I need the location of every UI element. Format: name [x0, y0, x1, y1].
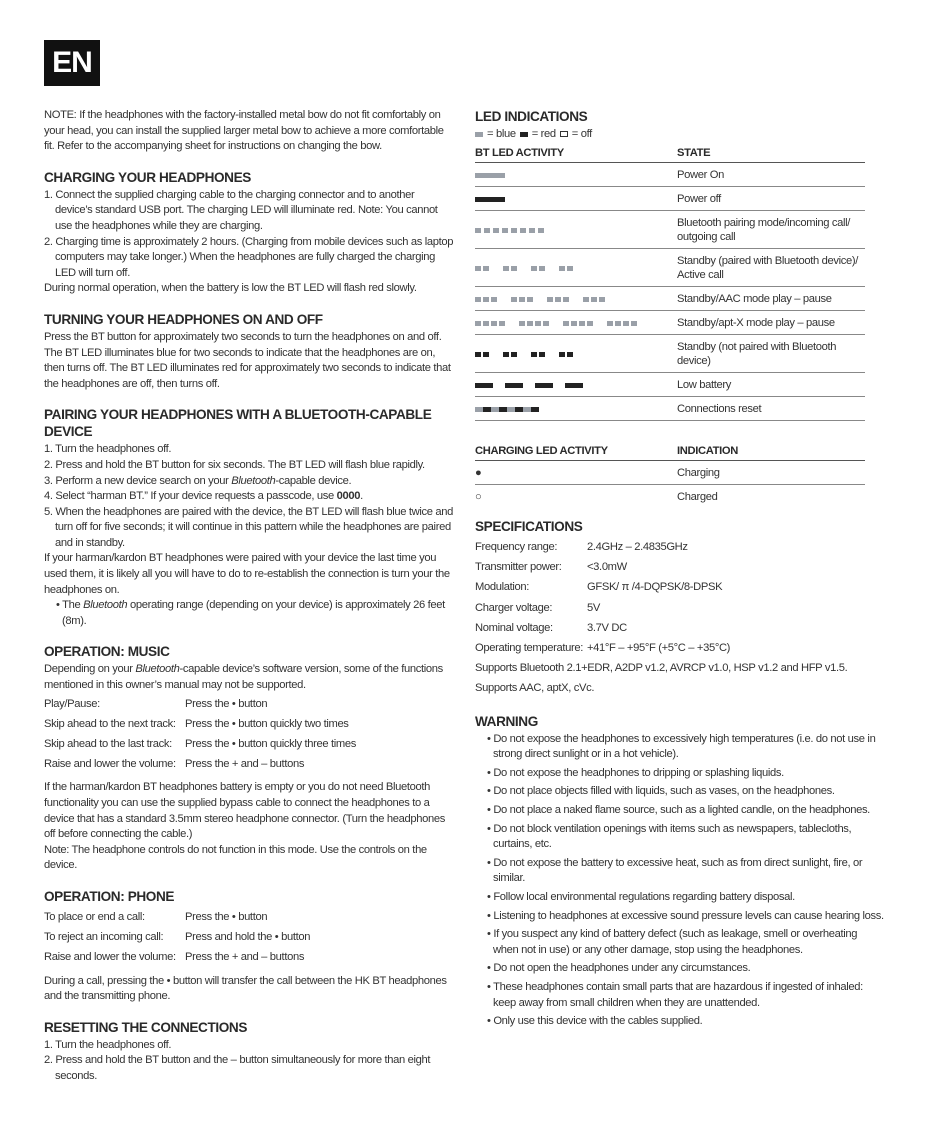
- led-segment: [567, 352, 573, 357]
- phone-row: Raise and lower the volume: Press the + and – buttons: [44, 951, 305, 964]
- music-row: Skip ahead to the last track: Press the • button quickly three times: [44, 738, 356, 751]
- led-segment: [475, 321, 481, 326]
- list-item: • Do not expose the headphones to excessively high temperatures (i.e. do not use in strong direct sunlight or in a hot vehicle).: [487, 732, 876, 761]
- led-segment: [563, 321, 569, 326]
- led-pattern-icon: [475, 194, 677, 204]
- table-row: Standby (paired with Bluetooth device)/ Active call: [475, 249, 865, 287]
- right-column: [475, 108, 885, 1030]
- off-swatch-icon: [560, 131, 568, 137]
- led-segment: [484, 228, 490, 233]
- led-segment: [531, 407, 539, 412]
- led-segment: [502, 228, 508, 233]
- led-segment: [499, 407, 507, 412]
- music-heading: OPERATION: MUSIC: [44, 644, 170, 660]
- led-segment: [615, 321, 621, 326]
- spec-support-1: Supports Bluetooth 2.1+EDR, A2DP v1.2, AVRCP v1.0, HSP v1.2 and HFP v1.5.: [475, 662, 848, 675]
- specs-heading: SPECIFICATIONS: [475, 519, 583, 534]
- spec-row: Charger voltage: 5V: [475, 601, 600, 614]
- table-row: Standby/apt-X mode play – pause: [475, 311, 865, 335]
- led-segment: [491, 321, 497, 326]
- table-row: ○ Charged: [475, 485, 865, 509]
- led-segment: [565, 383, 583, 388]
- led-segment: [507, 407, 515, 412]
- led-segment: [607, 321, 613, 326]
- note-paragraph: NOTE: If the headphones with the factory-installed metal bow do not fit comfortably on your head, you can install the supplied larger metal bow to achieve a more comfortable fit. Refer to the accompanying sheet for instructions on changing the bow.: [44, 109, 444, 153]
- led-segment: [515, 407, 523, 412]
- led-segment: [539, 266, 545, 271]
- pairing-range-bullet: • The Bluetooth operating range (depending on your device) is approximately 26 feet (8m).: [56, 599, 445, 627]
- music-intro: Depending on your Bluetooth-capable device’s software version, some of the functions mentioned in this owner’s manual may not be supported.: [44, 663, 443, 692]
- list-item: • Do not open the headphones under any circumstances.: [487, 962, 751, 975]
- phone-row: To place or end a call: Press the • button: [44, 911, 268, 923]
- phone-transfer-note: During a call, pressing the • button will transfer the call between the HK BT headphones and the transmitting phone.: [44, 974, 447, 1003]
- charging-led-table: [475, 444, 865, 508]
- music-row: Skip ahead to the next track: Press the • button quickly two times: [44, 717, 349, 730]
- led-heading: LED INDICATIONS: [475, 109, 588, 124]
- led-off-icon: ○: [475, 491, 482, 503]
- led-segment: [505, 383, 523, 388]
- led-segment: [535, 321, 541, 326]
- blue-swatch-icon: [475, 132, 483, 137]
- charging-heading: CHARGING YOUR HEADPHONES: [44, 169, 251, 185]
- table-row: Standby (not paired with Bluetooth device): [475, 335, 865, 373]
- led-segment: [587, 321, 593, 326]
- led-legend: = blue = red = off: [475, 127, 885, 141]
- led-segment: [538, 228, 544, 233]
- led-segment: [475, 352, 481, 357]
- pairing-step-5: 5. When the headphones are paired with the device, the BT LED will flash blue twice and turn off for five seconds; it will continue in this pattern while the headphones are paired and in standby.: [44, 505, 454, 549]
- led-segment: [475, 228, 481, 233]
- warning-heading: WARNING: [475, 713, 538, 729]
- led-pattern-icon: [475, 225, 677, 235]
- warning-list: [475, 732, 885, 1030]
- spec-row: Modulation: GFSK/ π /4-DQPSK/8-DPSK: [475, 581, 723, 594]
- led-segment: [535, 383, 553, 388]
- table-row: Standby/AAC mode play – pause: [475, 287, 865, 311]
- spec-support-2: Supports AAC, aptX, cVc.: [475, 682, 595, 695]
- led-segment: [503, 352, 509, 357]
- led-pattern-icon: [475, 263, 677, 273]
- pairing-step-2: 2. Press and hold the BT button for six seconds. The BT LED will flash blue rapidly.: [44, 458, 425, 471]
- pairing-step-1: 1. Turn the headphones off.: [44, 443, 172, 456]
- led-segment: [483, 266, 489, 271]
- led-segment: [511, 228, 517, 233]
- pairing-step-3: 3. Perform a new device search on your Bluetooth-capable device.: [44, 474, 352, 487]
- led-segment: [511, 266, 517, 271]
- spec-row: Frequency range: 2.4GHz – 2.4835GHz: [475, 541, 688, 553]
- led-segment: [547, 297, 553, 302]
- charging-led-col-activity: CHARGING LED ACTIVITY: [475, 444, 677, 461]
- led-pattern-icon: [475, 318, 677, 328]
- led-segment: [475, 383, 493, 388]
- led-pattern-icon: [475, 349, 677, 359]
- led-segment: [543, 321, 549, 326]
- led-segment: [531, 266, 537, 271]
- table-row: ● Charging: [475, 461, 865, 485]
- pairing-after: If your harman/kardon BT headphones were paired with your device the last time you used them, it is likely all you will have to do to re-establish the connection is turn your the headphones on.: [44, 552, 450, 596]
- pairing-heading: PAIRING YOUR HEADPHONES WITH A BLUETOOTH-CAPABLE DEVICE: [44, 407, 432, 440]
- led-segment: [499, 321, 505, 326]
- list-item: • Do not expose the battery to excessive heat, such as from direct sunlight, fire, or similar.: [487, 856, 863, 885]
- table-row: Low battery: [475, 373, 865, 397]
- charging-step-1: 1. Connect the supplied charging cable to the charging connector and to another device’s standard USB port. The charging LED will illuminate red. Note: You cannot use the headphones while they are charging.: [44, 188, 438, 232]
- led-segment: [475, 173, 505, 178]
- led-segment: [529, 228, 535, 233]
- table-row: Power On: [475, 163, 865, 187]
- led-segment: [523, 407, 531, 412]
- led-segment: [483, 297, 489, 302]
- led-segment: [623, 321, 629, 326]
- list-item: • Do not place objects filled with liquids, such as vases, on the headphones.: [487, 785, 835, 798]
- led-segment: [493, 228, 499, 233]
- table-row: Bluetooth pairing mode/incoming call/ outgoing call: [475, 211, 865, 249]
- music-row: Raise and lower the volume: Press the + and – buttons: [44, 758, 305, 771]
- phone-heading: OPERATION: PHONE: [44, 889, 175, 904]
- led-segment: [527, 321, 533, 326]
- led-segment: [519, 297, 525, 302]
- onoff-paragraph: Press the BT button for approximately two seconds to turn the headphones on and off. The BT LED illuminates blue for two seconds to indicate that the headphones are on, then turns off. The BT LED illuminates red for approximately two seconds to indicate that the headphones are off, then turns off.: [44, 330, 451, 390]
- onoff-heading: TURNING YOUR HEADPHONES ON AND OFF: [44, 311, 323, 327]
- led-pattern-icon: [475, 170, 677, 180]
- led-segment: [579, 321, 585, 326]
- led-segment: [527, 297, 533, 302]
- led-pattern-icon: [475, 294, 677, 304]
- spec-row: Transmitter power: <3.0mW: [475, 561, 627, 574]
- led-segment: [475, 197, 505, 202]
- bypass-paragraph: If the harman/kardon BT headphones battery is empty or you do not need Bluetooth functionality you can use the supplied bypass cable to connect the headphones to a device that has a standard 3.5mm stereo headphone connector. (Turn the headphones off before connecting the cable.): [44, 781, 445, 841]
- charging-step-2: 2. Charging time is approximately 2 hours. (Charging from mobile devices such as laptop computers may take longer.) When the headphones are fully charged the charging LED will turn off.: [44, 235, 454, 279]
- list-item: • Listening to headphones at excessive sound pressure levels can cause hearing loss.: [487, 909, 884, 922]
- led-segment: [531, 352, 537, 357]
- led-segment: [631, 321, 637, 326]
- music-row: Play/Pause: Press the • button: [44, 697, 268, 710]
- led-segment: [475, 407, 483, 412]
- reset-step-1: 1. Turn the headphones off.: [44, 1038, 172, 1051]
- led-segment: [475, 297, 481, 302]
- led-pattern-icon: [475, 380, 677, 390]
- phone-controls: [44, 907, 454, 968]
- spec-row: Operating temperature: +41°F – +95°F (+5°C – +35°C): [475, 642, 731, 655]
- led-segment: [483, 321, 489, 326]
- led-segment: [483, 352, 489, 357]
- pairing-step-4: 4. Select “harman BT.” If your device requests a passcode, use 0000.: [44, 490, 363, 503]
- left-column: [44, 108, 454, 1085]
- led-segment: [475, 266, 481, 271]
- list-item: • Follow local environmental regulations regarding battery disposal.: [487, 890, 795, 903]
- led-segment: [511, 352, 517, 357]
- led-segment: [511, 297, 517, 302]
- music-controls: [44, 694, 454, 775]
- led-segment: [491, 297, 497, 302]
- bt-led-col-activity: BT LED ACTIVITY: [475, 146, 677, 163]
- led-segment: [520, 228, 526, 233]
- list-item: • Do not block ventilation openings with items such as newspapers, tablecloths, curtains, etc.: [487, 822, 852, 851]
- bypass-note: Note: The headphone controls do not function in this mode. Use the controls on the device.: [44, 843, 427, 872]
- led-segment: [583, 297, 589, 302]
- red-swatch-icon: [520, 132, 528, 137]
- led-segment: [571, 321, 577, 326]
- led-segment: [559, 266, 565, 271]
- list-item: • If you suspect any kind of battery defect (such as leakage, smell or overheating when not in use) or any other damage, stop using the headphones.: [487, 928, 858, 956]
- led-on-icon: ●: [475, 461, 677, 485]
- table-row: Connections reset: [475, 397, 865, 421]
- phone-row: To reject an incoming call: Press and hold the • button: [44, 931, 311, 944]
- list-item: • Do not place a naked flame source, such as a lighted candle, on the headphones.: [487, 804, 870, 816]
- led-segment: [519, 321, 525, 326]
- led-segment: [539, 352, 545, 357]
- reset-steps: [44, 1038, 454, 1085]
- table-row: Power off: [475, 187, 865, 211]
- pairing-steps: [44, 442, 454, 551]
- led-segment: [503, 266, 509, 271]
- language-badge: EN: [44, 40, 100, 86]
- charging-note: During normal operation, when the battery is low the BT LED will flash red slowly.: [44, 282, 417, 295]
- led-segment: [563, 297, 569, 302]
- list-item: • Do not expose the headphones to dripping or splashing liquids.: [487, 766, 784, 779]
- reset-heading: RESETTING THE CONNECTIONS: [44, 1019, 247, 1035]
- led-segment: [555, 297, 561, 302]
- charging-steps: [44, 188, 454, 282]
- led-pattern-icon: [475, 404, 677, 414]
- led-segment: [591, 297, 597, 302]
- list-item: • These headphones contain small parts that are hazardous if ingested of inhaled: keep away from small children when they are unattended.: [487, 980, 863, 1009]
- reset-step-2: 2. Press and hold the BT button and the – button simultaneously for more than eight seconds.: [44, 1054, 431, 1082]
- led-segment: [599, 297, 605, 302]
- charging-led-col-indication: INDICATION: [677, 444, 865, 461]
- bt-led-col-state: STATE: [677, 146, 865, 163]
- list-item: • Only use this device with the cables supplied.: [487, 1015, 703, 1028]
- bt-led-table: [475, 146, 865, 421]
- spec-row: Nominal voltage: 3.7V DC: [475, 621, 627, 634]
- led-segment: [491, 407, 499, 412]
- led-segment: [483, 407, 491, 412]
- led-segment: [567, 266, 573, 271]
- led-segment: [559, 352, 565, 357]
- specs-list: [475, 537, 885, 699]
